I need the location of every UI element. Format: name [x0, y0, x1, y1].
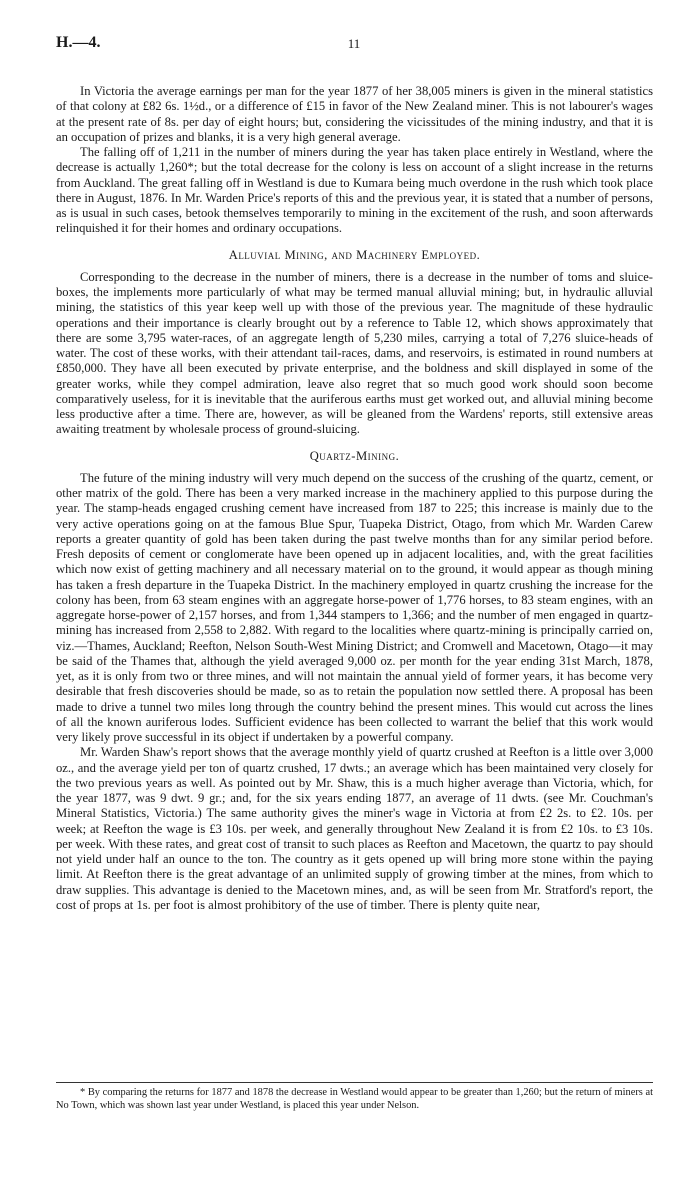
footnote-divider — [56, 1082, 653, 1083]
section-heading-quartz: Quartz-Mining. — [309, 448, 400, 463]
section-heading-alluvial: Alluvial Mining, and Machinery Employed. — [228, 247, 481, 262]
footnote: * By comparing the returns for 1877 and 1878 the decrease in Westland would appear to be greater than 1,260; but the return of miners at No Town, which was shown last year under Westland, is placed this year under Nelson. — [56, 1087, 653, 1111]
paragraph: Mr. Warden Shaw's report shows that the average monthly yield of quartz crushed at Reefton is a little over 3,000 oz., and the average yield per ton of quartz crushed, 17 dwts.; an average which has been maintained very closely for the two previous years as well. As pointed out by Mr. Shaw, this is a much higher average than Victoria, which, for the year 1877, was 9 dwt. 9 gr.; and, for the six years ending 1877, an average of 11 dwts. (see Mr. Couchman's Mineral Statistics, Victoria.) The same authority gives the miner's wage in Victoria at from £2 2s. to £2. 10s. per week; at Reefton the wage is £3 10s. per week, and generally throughout New Zealand it is from £2 10s. to £3 10s. per week. With these rates, and great cost of transit to such places as Reefton and Macetown, the quartz to pay should not yield under half an ounce to the ton. The country as it gets opened up will bring more stone within the paying limit. At Reefton there is the great advantage of an unlimited supply of growing timber at the mines, from which to draw supplies. This advantage is denied to the Macetown mines, and, as will be seen from Mr. Stratford's report, the cost of props at 1s. per foot is almost prohibitory of the use of timber. There is plenty quite near, — [56, 745, 653, 912]
paper-reference: H.—4. — [56, 34, 101, 51]
paragraph: Corresponding to the decrease in the number of miners, there is a decrease in the number of toms and sluice-boxes, the implements more particularly of what may be termed manual alluvial mining; but, in hydraulic alluvial mining, the statistics of this year keep well up with those of the previous year. The magnitude of these hydraulic operations and their importance is clearly brought out by a reference to Table 12, which shows approximately that there are some 3,795 water-races, of an aggregate length of 5,230 miles, carrying a total of 7,276 sluice-heads of water. The cost of these works, with their attendant tail-races, dams, and reservoirs, is estimated in round numbers at £850,000. They have all been executed by private enterprise, and the boldness and skill displayed in some of the greater works, while they compel admiration, leave also regret that so much good work should soon become comparatively useless, for it is inevitable that the auriferous earths must get worked out, and alluvial mining become less productive after a time. There are, however, as will be gleaned from the Wardens' reports, still extensive areas awaiting treatment by wholesale process of ground-sluicing. — [56, 269, 653, 437]
paragraph: In Victoria the average earnings per man for the year 1877 of her 38,005 miners is given in the mineral statistics of that colony at £82 6s. 1½d., or a difference of £15 in favor of the New Zealand miner. This is not labourer's wages at the present rate of 8s. per day of eight hours; but, considering the vicissitudes of the mining industry, and that it is an occupation of prizes and blanks, it is a very high general average. — [56, 84, 653, 144]
running-head — [56, 34, 652, 56]
paragraph: The future of the mining industry will very much depend on the success of the crushing of the quartz, cement, or other matrix of the gold. There has been a very marked increase in the machinery applied to this purpose during the year. The stamp-heads engaged crushing cement have increased from 187 to 225; this increase is mainly due to the very active operations going on at the famous Blue Spur, Tuapeka District, Otago, from which Mr. Warden Carew reports a greater quantity of gold has been taken during the past twelve months than for any similar period before. Fresh deposits of cement or conglomerate have been opened up in adjacent localities, and, with the great facilities which now exist of getting machinery and all necessary material on to the ground, it would appear as though mining has taken a fresh departure in the Tuapeka District. In the machinery employed in quartz crushing the increase for the colony has been, from 63 steam engines with an aggregate horse-power of 1,776 horses, to 83 steam engines, with an aggregate horse-power of 2,157 horses, and from 1,344 stampers to 1,366; and the number of men engaged in quartz-mining has increased from 2,558 to 2,882. With regard to the localities where quartz-mining is principally carried on, viz.—Thames, Auckland; Reefton, Nelson South-West Mining District; and Cromwell and Macetown, Otago—it may be said of the Thames that, although the yield averaged 9,000 oz. per month for the year ending 31st March, 1878, yet, as it is only from two or three mines, and will not maintain the annual yield of former years, it has become very desirable that fresh discoveries should be made, so as to retain the population now settled there. A proposal has been made to drive a tunnel two miles long through the country behind the present mines. This would cut across the lines of all the known auriferous lodes. Sufficient evidence has been collected to warrant the belief that this work would very likely prove successful in its object if undertaken by a powerful company. — [56, 470, 653, 744]
page-number: 11 — [347, 36, 361, 51]
body-text — [56, 84, 653, 913]
paragraph: The falling off of 1,211 in the number of miners during the year has taken place entirely in Westland, where the decrease is actually 1,260*; but the total decrease for the colony is less on account of a slight increase in the returns from Auckland. The great falling off in Westland is due to Kumara being much overdone in the rush which took place there in August, 1876. In Mr. Warden Price's reports of this and the previous year, it is stated that a number of persons, as is usual in such cases, betook themselves temporarily to mining in the excitement of the rush, and soon afterwards relinquished it for their homes and ordinary occupations. — [56, 145, 653, 236]
